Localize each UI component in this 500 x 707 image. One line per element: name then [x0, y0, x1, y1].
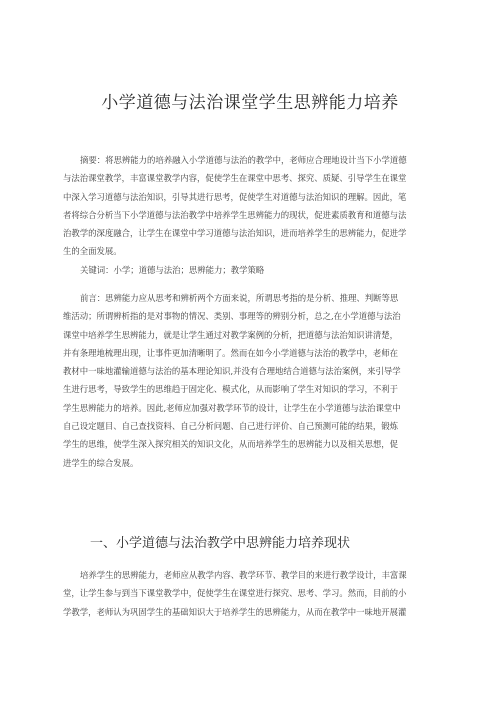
preface-line: 学生思辨能力的培养。因此,老师应加强对教学环节的设计，让学生在小学道德与法治课堂中 [63, 402, 401, 413]
section-heading: 一、小学道德与法治教学中思辨能力培养现状 [90, 536, 351, 551]
abstract-line: 中深入学习道德与法治知识，引导其进行思考，促使学生对道德与法治知识的理解。因此，笔 [63, 191, 407, 202]
preface-paragraph [63, 289, 439, 472]
preface-line: 维活动；所谓辨析指的是对事物的情况、类别、事理等的辨别分析，总之,在小学道德与法治 [63, 311, 401, 322]
keywords-paragraph [63, 261, 439, 279]
abstract-paragraph [63, 151, 439, 261]
preface-line: 自己设定题目、自己查找资料、自己分析问题、自己进行评价、自己预测可能的结果，锻炼 [63, 421, 398, 432]
preface-line: 课堂中培养学生思辨能力，就是让学生通过对教学案例的分析，把道德与法治知识讲清楚， [63, 329, 398, 340]
preface-line: 教材中一味地灌输道德与法治的基本理论知识,并没有合理地结合道德与法治案例，来引导学 [63, 366, 401, 377]
preface-line: 生进行思考，导致学生的思维趋于固定化、模式化，从而影响了学生对知识的学习，不利于 [63, 384, 398, 395]
keywords-line: 关键词：小学；道德与法治；思辨能力；教学策略 [80, 265, 265, 275]
abstract-line: 与法治课堂教学，丰富课堂教学内容，促使学生在课堂中思考、探究、质疑、引导学生在课堂 [63, 173, 407, 184]
document-title: 小学道德与法治课堂学生思辨能力培养 [101, 93, 399, 113]
section-line: 培养学生的思辨能力，老师应从教学内容、教学环节、教学目的来进行教学设计，丰富课 [80, 570, 407, 580]
abstract-line: 治教学的深度融合，让学生在课堂中学习道德与法治知识，进而培养学生的思辨能力，促进学 [63, 228, 407, 239]
preface-line: 学生的思维，使学生深入探究相关的知识文化，从而培养学生的思辨能力以及相关思想，促 [63, 439, 398, 450]
section-line: 堂，让学生参与到当下课堂教学中，促使学生在课堂进行探究、思考、学习。然而，目前的小 [63, 588, 407, 599]
abstract-line: 生的全面发展。 [63, 246, 122, 257]
section-paragraph [63, 566, 439, 621]
section-line: 学教学，老师认为巩固学生的基础知识大于培养学生的思辨能力，从而在教学中一味地开展灌 [63, 606, 407, 617]
preface-line: 并有条理地梳理出现，让事件更加清晰明了。然而在如今小学道德与法治的教学中，老师在 [63, 347, 398, 358]
preface-line: 进学生的综合发展。 [63, 457, 139, 468]
preface-line: 前言：思辨能力应从思考和辨析两个方面来说，所谓思考指的是分析、推理、判断等思 [80, 293, 399, 303]
abstract-line: 摘要：将思辨能力的培养融入小学道德与法治的教学中，老师应合理地设计当下小学道德 [80, 155, 407, 165]
abstract-line: 者将综合分析当下小学道德与法治教学中培养学生思辨能力的现状，促进素质教育和道德与法 [63, 209, 407, 220]
